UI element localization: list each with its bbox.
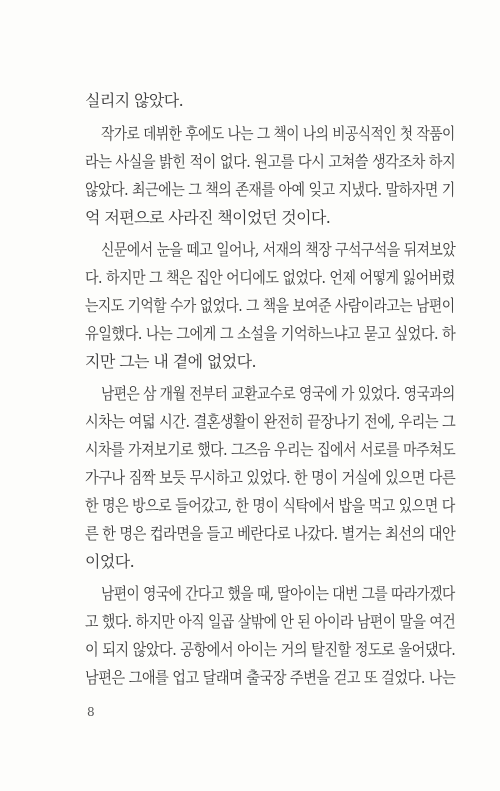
text-line: 한 명은 방으로 들어갔고, 한 명이 식탁에서 밥을 먹고 있으면 다 xyxy=(85,496,455,515)
text-line: 는지도 기억할 수가 없었다. 그 책을 보여준 사람이라고는 남편이 xyxy=(85,296,455,315)
text-line: 시차를 가져보기로 했다. 그즈음 우리는 집에서 서로를 마주쳐도 xyxy=(85,440,456,459)
text-line: 다. 하지만 그 책은 집안 어디에도 없었다. 언제 어떻게 잃어버렸 xyxy=(85,268,455,287)
text-line: 이었다. xyxy=(85,552,135,571)
text-line: 유일했다. 나는 그에게 그 소설을 기억하느냐고 묻고 싶었다. 하 xyxy=(85,324,456,343)
text-line: 남편은 삼 개월 전부터 교환교수로 영국에 가 있었다. 영국과의 xyxy=(101,384,455,403)
page-number: 8 xyxy=(87,705,95,719)
text-line: 실리지 않았다. xyxy=(85,91,184,110)
text-line: 않았다. 최근에는 그 책의 존재를 아예 잊고 지냈다. 말하자면 기 xyxy=(85,180,455,199)
text-line: 억 저편으로 사라진 책이었던 것이다. xyxy=(85,208,331,227)
text-line: 시차는 여덟 시간. 결혼생활이 완전히 끝장나기 전에, 우리는 그 xyxy=(85,412,456,431)
text-line: 른 한 명은 컵라면을 들고 베란다로 나갔다. 별거는 최선의 대안 xyxy=(85,524,456,543)
text-line: 고 했다. 하지만 아직 일곱 살밖에 안 된 아이라 남편이 말을 여건 xyxy=(85,612,456,631)
text-line: 가구나 짐짝 보듯 무시하고 있었다. 한 명이 거실에 있으면 다른 xyxy=(85,468,456,487)
text-line: 라는 사실을 밝힌 적이 없다. 원고를 다시 고쳐쓸 생각조차 하지 xyxy=(85,152,456,171)
text-line: 작가로 데뷔한 후에도 나는 그 책이 나의 비공식적인 첫 작품이 xyxy=(101,124,455,143)
text-line: 남편은 그애를 업고 달래며 출국장 주변을 걷고 또 걸었다. 나는 xyxy=(85,668,456,687)
text-line: 남편이 영국에 간다고 했을 때, 딸아이는 대번 그를 따라가겠다 xyxy=(101,584,455,603)
text-line: 신문에서 눈을 떼고 일어나, 서재의 책장 구석구석을 뒤져보았 xyxy=(101,240,456,259)
text-line: 이 되지 않았다. 공항에서 아이는 거의 탈진할 정도로 울어댔다. xyxy=(85,640,456,659)
text-line: 지만 그는 내 곁에 없었다. xyxy=(85,352,256,371)
